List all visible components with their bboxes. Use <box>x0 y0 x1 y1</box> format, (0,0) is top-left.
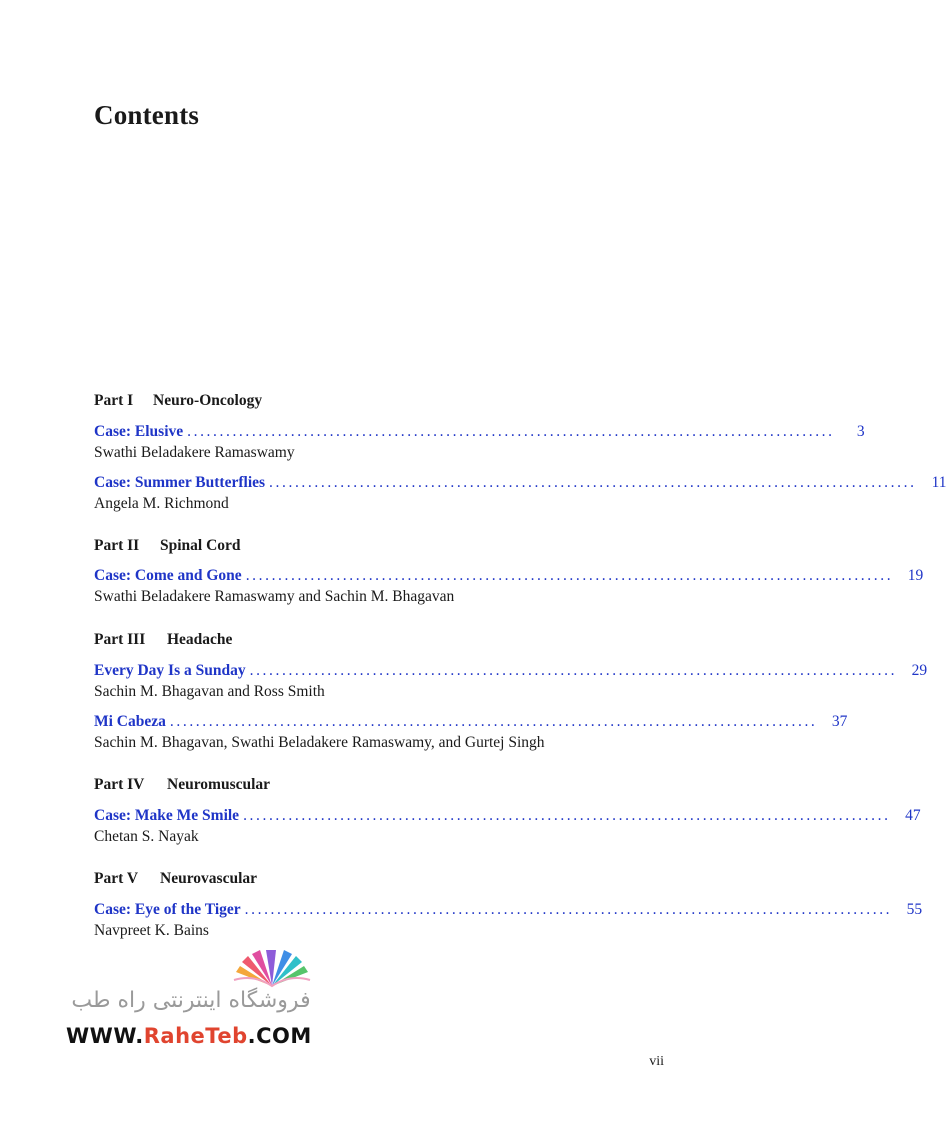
url-highlight: RaheTeb <box>143 1024 248 1048</box>
entry-authors: Navpreet K. Bains <box>94 922 209 939</box>
part-number: Part III <box>94 631 146 648</box>
entry-page[interactable]: 3 <box>856 423 865 440</box>
part-name: Headache <box>167 631 233 648</box>
entry-page[interactable]: 37 <box>831 713 848 730</box>
toc-entry-2[interactable] <box>94 473 947 493</box>
entry-title[interactable]: Case: Summer Butterflies <box>94 474 266 491</box>
raheteb-watermark <box>62 944 322 1052</box>
dot-leader: .................................................................................................... <box>187 423 835 440</box>
part-name: Spinal Cord <box>160 537 241 554</box>
entry-title[interactable]: Case: Come and Gone <box>94 567 242 584</box>
toc-entry-7[interactable] <box>94 900 923 920</box>
toc-entry-4[interactable] <box>94 661 928 681</box>
page-number: vii <box>649 1054 664 1069</box>
part-heading-1 <box>94 392 262 410</box>
entry-title[interactable]: Mi Cabeza <box>94 713 166 730</box>
entry-authors: Swathi Beladakere Ramaswamy <box>94 444 295 461</box>
entry-title[interactable]: Every Day Is a Sunday <box>94 662 246 679</box>
toc-entry-3[interactable] <box>94 566 924 586</box>
dot-leader: .................................................................................................... <box>169 713 818 730</box>
entry-authors: Chetan S. Nayak <box>94 828 199 845</box>
entry-authors: Sachin M. Bhagavan, Swathi Beladakere Ramaswamy, and Gurtej Singh <box>94 734 545 751</box>
dot-leader: .................................................................................................... <box>269 474 917 491</box>
entry-authors: Swathi Beladakere Ramaswamy and Sachin M. Bhagavan <box>94 588 455 605</box>
dot-leader: .................................................................................................... <box>244 901 893 918</box>
part-name: Neurovascular <box>160 870 258 887</box>
entry-page[interactable]: 29 <box>911 662 928 679</box>
part-number: Part II <box>94 537 140 554</box>
contents-title: Contents <box>94 100 200 130</box>
part-number: Part V <box>94 870 139 887</box>
part-heading-5 <box>94 870 257 888</box>
book-fan-icon <box>230 948 314 988</box>
entry-page[interactable]: 55 <box>906 901 923 918</box>
part-heading-2 <box>94 537 241 555</box>
part-number: Part IV <box>94 776 145 793</box>
part-name: Neuromuscular <box>167 776 271 793</box>
url-prefix: WWW. <box>66 1024 144 1048</box>
url-suffix: .COM <box>247 1024 312 1048</box>
dot-leader: .................................................................................................... <box>243 807 891 824</box>
watermark-url <box>66 1024 312 1048</box>
entry-title[interactable]: Case: Eye of the Tiger <box>94 901 241 918</box>
toc-entry-6[interactable] <box>94 806 921 826</box>
entry-page[interactable]: 47 <box>905 807 921 824</box>
watermark-persian-text: فروشگاه اینترنتی راه طب <box>71 988 311 1013</box>
part-number: Part I <box>94 392 134 409</box>
entry-title[interactable]: Case: Elusive <box>94 423 184 440</box>
dot-leader: .................................................................................................... <box>245 567 894 584</box>
part-heading-3 <box>94 631 232 649</box>
part-name: Neuro-Oncology <box>153 392 263 409</box>
part-heading-4 <box>94 776 270 794</box>
toc-entry-1[interactable] <box>94 422 865 442</box>
toc-entry-5[interactable] <box>94 712 848 732</box>
entry-page[interactable]: 19 <box>907 567 924 584</box>
entry-authors: Sachin M. Bhagavan and Ross Smith <box>94 683 325 700</box>
dot-leader: .................................................................................................... <box>249 662 898 679</box>
entry-page[interactable]: 11 <box>931 474 947 491</box>
entry-authors: Angela M. Richmond <box>94 495 229 512</box>
entry-title[interactable]: Case: Make Me Smile <box>94 807 240 824</box>
